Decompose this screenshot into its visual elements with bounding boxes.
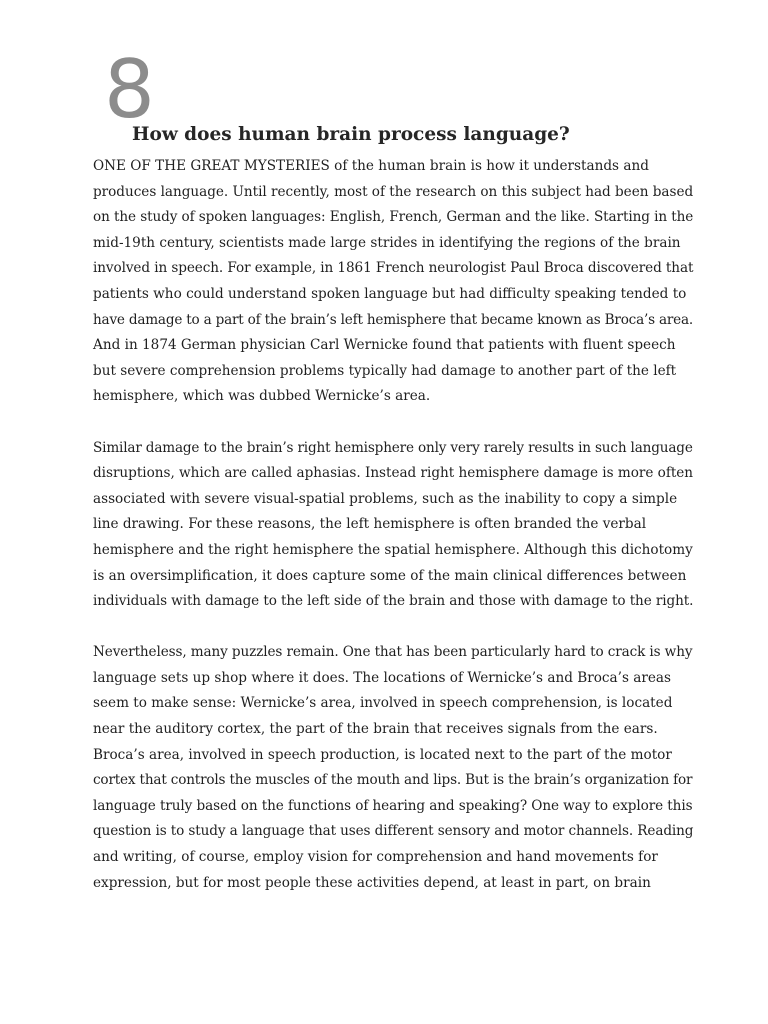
paragraph-2: [93, 436, 693, 615]
text-line: produces language. Until recently, most of the research on this subject had been based: [93, 183, 694, 200]
text-line: expression, but for most people these activities depend, at least in part, on brain: [93, 874, 651, 891]
text-line: question is to study a language that uses different sensory and motor channels. Reading: [93, 823, 694, 840]
text-line: Broca’s area, involved in speech production, is located next to the part of the motor: [93, 746, 672, 763]
text-line: on the study of spoken languages: English, French, German and the like. Starting in the: [93, 209, 694, 226]
text-line: disruptions, which are called aphasias. Instead right hemisphere damage is more often: [93, 465, 694, 482]
text-line: hemisphere, which was dubbed Wernicke’s area.: [93, 388, 431, 405]
text-line: near the auditory cortex, the part of the brain that receives signals from the ears.: [93, 721, 658, 738]
text-line: hemisphere and the right hemisphere the spatial hemisphere. Although this dichotomy: [93, 541, 693, 558]
text-line: Nevertheless, many puzzles remain. One that has been particularly hard to crack is why: [93, 644, 693, 661]
paragraph-3: [93, 640, 693, 896]
text-line: ONE OF THE GREAT MYSTERIES of the human brain is how it understands and: [93, 158, 649, 174]
text-line: have damage to a part of the brain’s left hemisphere that became known as Broca’s area.: [93, 311, 694, 328]
paragraph-1: [93, 154, 693, 410]
text-line: cortex that controls the muscles of the mouth and lips. But is the brain’s organization for: [93, 772, 693, 789]
body-text: [93, 154, 693, 922]
text-line: and writing, of course, employ vision for comprehension and hand movements for: [93, 849, 658, 866]
text-line: language truly based on the functions of hearing and speaking? One way to explore this: [93, 797, 693, 814]
text-line: language sets up shop where it does. The locations of Wernicke’s and Broca’s areas: [93, 669, 671, 686]
text-line: patients who could understand spoken language but had difficulty speaking tended to: [93, 285, 687, 302]
text-line: line drawing. For these reasons, the left hemisphere is often branded the verbal: [93, 516, 647, 533]
text-line: individuals with damage to the left side of the brain and those with damage to the right.: [93, 593, 694, 610]
text-line: seem to make sense: Wernicke’s area, involved in speech comprehension, is located: [93, 695, 673, 712]
text-line: is an oversimplification, it does capture some of the main clinical differences between: [93, 567, 687, 584]
chapter-title: How does human brain process language?: [132, 124, 570, 145]
chapter-number: 8: [104, 43, 155, 136]
text-line: associated with severe visual-spatial problems, such as the inability to copy a simple: [93, 490, 678, 507]
text-line: but severe comprehension problems typically had damage to another part of the left: [93, 362, 677, 379]
text-line: involved in speech. For example, in 1861 French neurologist Paul Broca discovered that: [93, 260, 694, 277]
text-line: Similar damage to the brain’s right hemisphere only very rarely results in such language: [93, 439, 693, 456]
text-line: mid-19th century, scientists made large strides in identifying the regions of the brain: [93, 234, 681, 251]
text-line: And in 1874 German physician Carl Wernicke found that patients with fluent speech: [93, 337, 676, 354]
